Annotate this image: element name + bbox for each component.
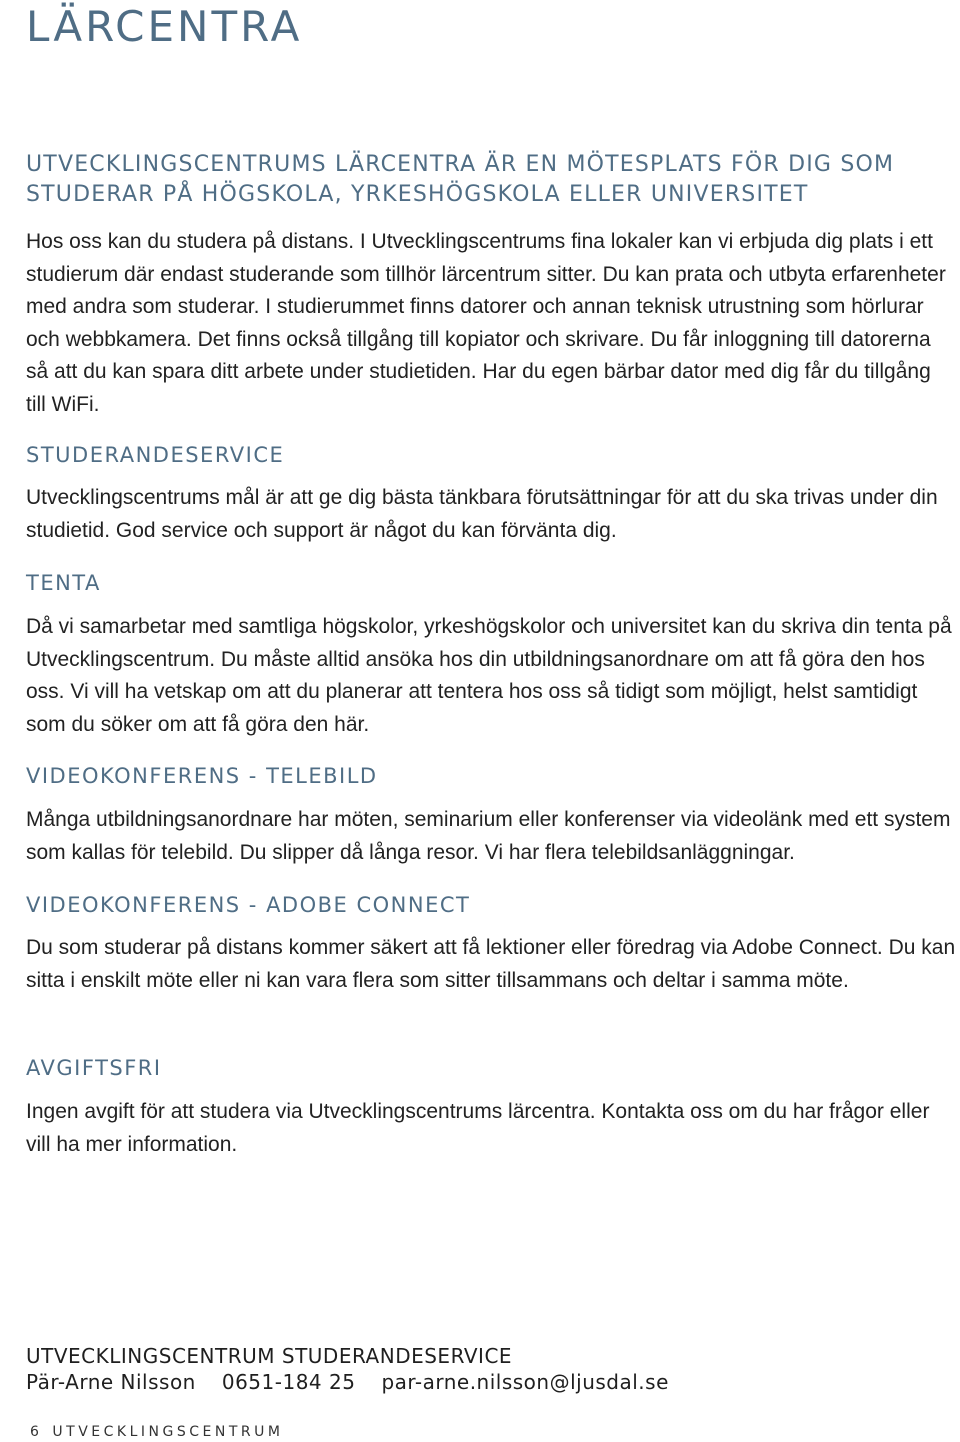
section-heading-adobe-connect: VIDEOKONFERENS - ADOBE CONNECT xyxy=(26,893,471,917)
page-title: LÄRCENTRA xyxy=(26,2,303,51)
section-text-telebild: Många utbildningsanordnare har möten, seminarium eller konferenser via videolänk med ett system som kallas för telebild. Du slipper då långa resor. Vi har flera telebildsanläggningar. xyxy=(26,808,951,864)
page-footer xyxy=(30,1424,283,1440)
page-number: 6 xyxy=(30,1424,43,1440)
subtitle-line-1: UTVECKLINGSCENTRUMS LÄRCENTRA ÄR EN MÖTESPLATS FÖR DIG SOM xyxy=(26,152,895,177)
section-text-adobe-connect: Du som studerar på distans kommer säkert att få lektioner eller föredrag via Adobe Connect. Du kan sitta i enskilt möte eller ni kan vara flera som sitter tillsammans och deltar i samma möte. xyxy=(26,936,956,992)
section-text-tenta: Då vi samarbetar med samtliga högskolor, yrkeshögskolor och universitet kan du skriva din tenta på Utvecklingscentrum. Du måste alltid ansöka hos din utbildningsanordnare om att få göra den hos oss. Vi vill ha vetskap om att du planerar att tentera hos oss så tidigt som möjligt, helst samtidigt som du söker om att få göra den här. xyxy=(26,615,952,736)
page-subtitle xyxy=(26,150,956,210)
contact-title: UTVECKLINGSCENTRUM STUDERANDESERVICE xyxy=(26,1344,513,1368)
section-heading-avgiftsfri: AVGIFTSFRI xyxy=(26,1056,162,1080)
section-heading-tenta: TENTA xyxy=(26,571,101,595)
subtitle-line-2: STUDERAR PÅ HÖGSKOLA, YRKESHÖGSKOLA ELLER UNIVERSITET xyxy=(26,182,809,207)
footer-label: UTVECKLINGSCENTRUM xyxy=(52,1424,284,1440)
section-heading-telebild: VIDEOKONFERENS - TELEBILD xyxy=(26,764,378,788)
contact-phone: 0651-184 25 xyxy=(221,1370,356,1394)
contact-email: par-arne.nilsson@ljusdal.se xyxy=(381,1370,669,1394)
section-heading-studerandeservice: STUDERANDESERVICE xyxy=(26,443,285,467)
section-text-avgiftsfri: Ingen avgift för att studera via Utvecklingscentrums lärcentra. Kontakta oss om du har frågor eller vill ha mer information. xyxy=(26,1100,930,1156)
intro-paragraph: Hos oss kan du studera på distans. I Utvecklingscentrums fina lokaler kan vi erbjuda dig plats i ett studierum där endast studerande som tillhör lärcentrum sitter. Du kan prata och utbyta erfarenheter med andra som studerar. I studierummet finns datorer och annan teknisk utrustning som hörlurar och webbkamera. Det finns också tillgång till kopiator och skrivare. Du får inloggning till datorerna så att du kan spara ditt arbete under studietiden. Har du egen bärbar dator med dig får du tillgång till WiFi. xyxy=(26,230,946,416)
contact-details xyxy=(26,1370,695,1394)
contact-name: Pär-Arne Nilsson xyxy=(26,1370,196,1394)
section-text-studerandeservice: Utvecklingscentrums mål är att ge dig bästa tänkbara förutsättningar för att du ska trivas under din studietid. God service och support är något du kan förvänta dig. xyxy=(26,486,938,542)
